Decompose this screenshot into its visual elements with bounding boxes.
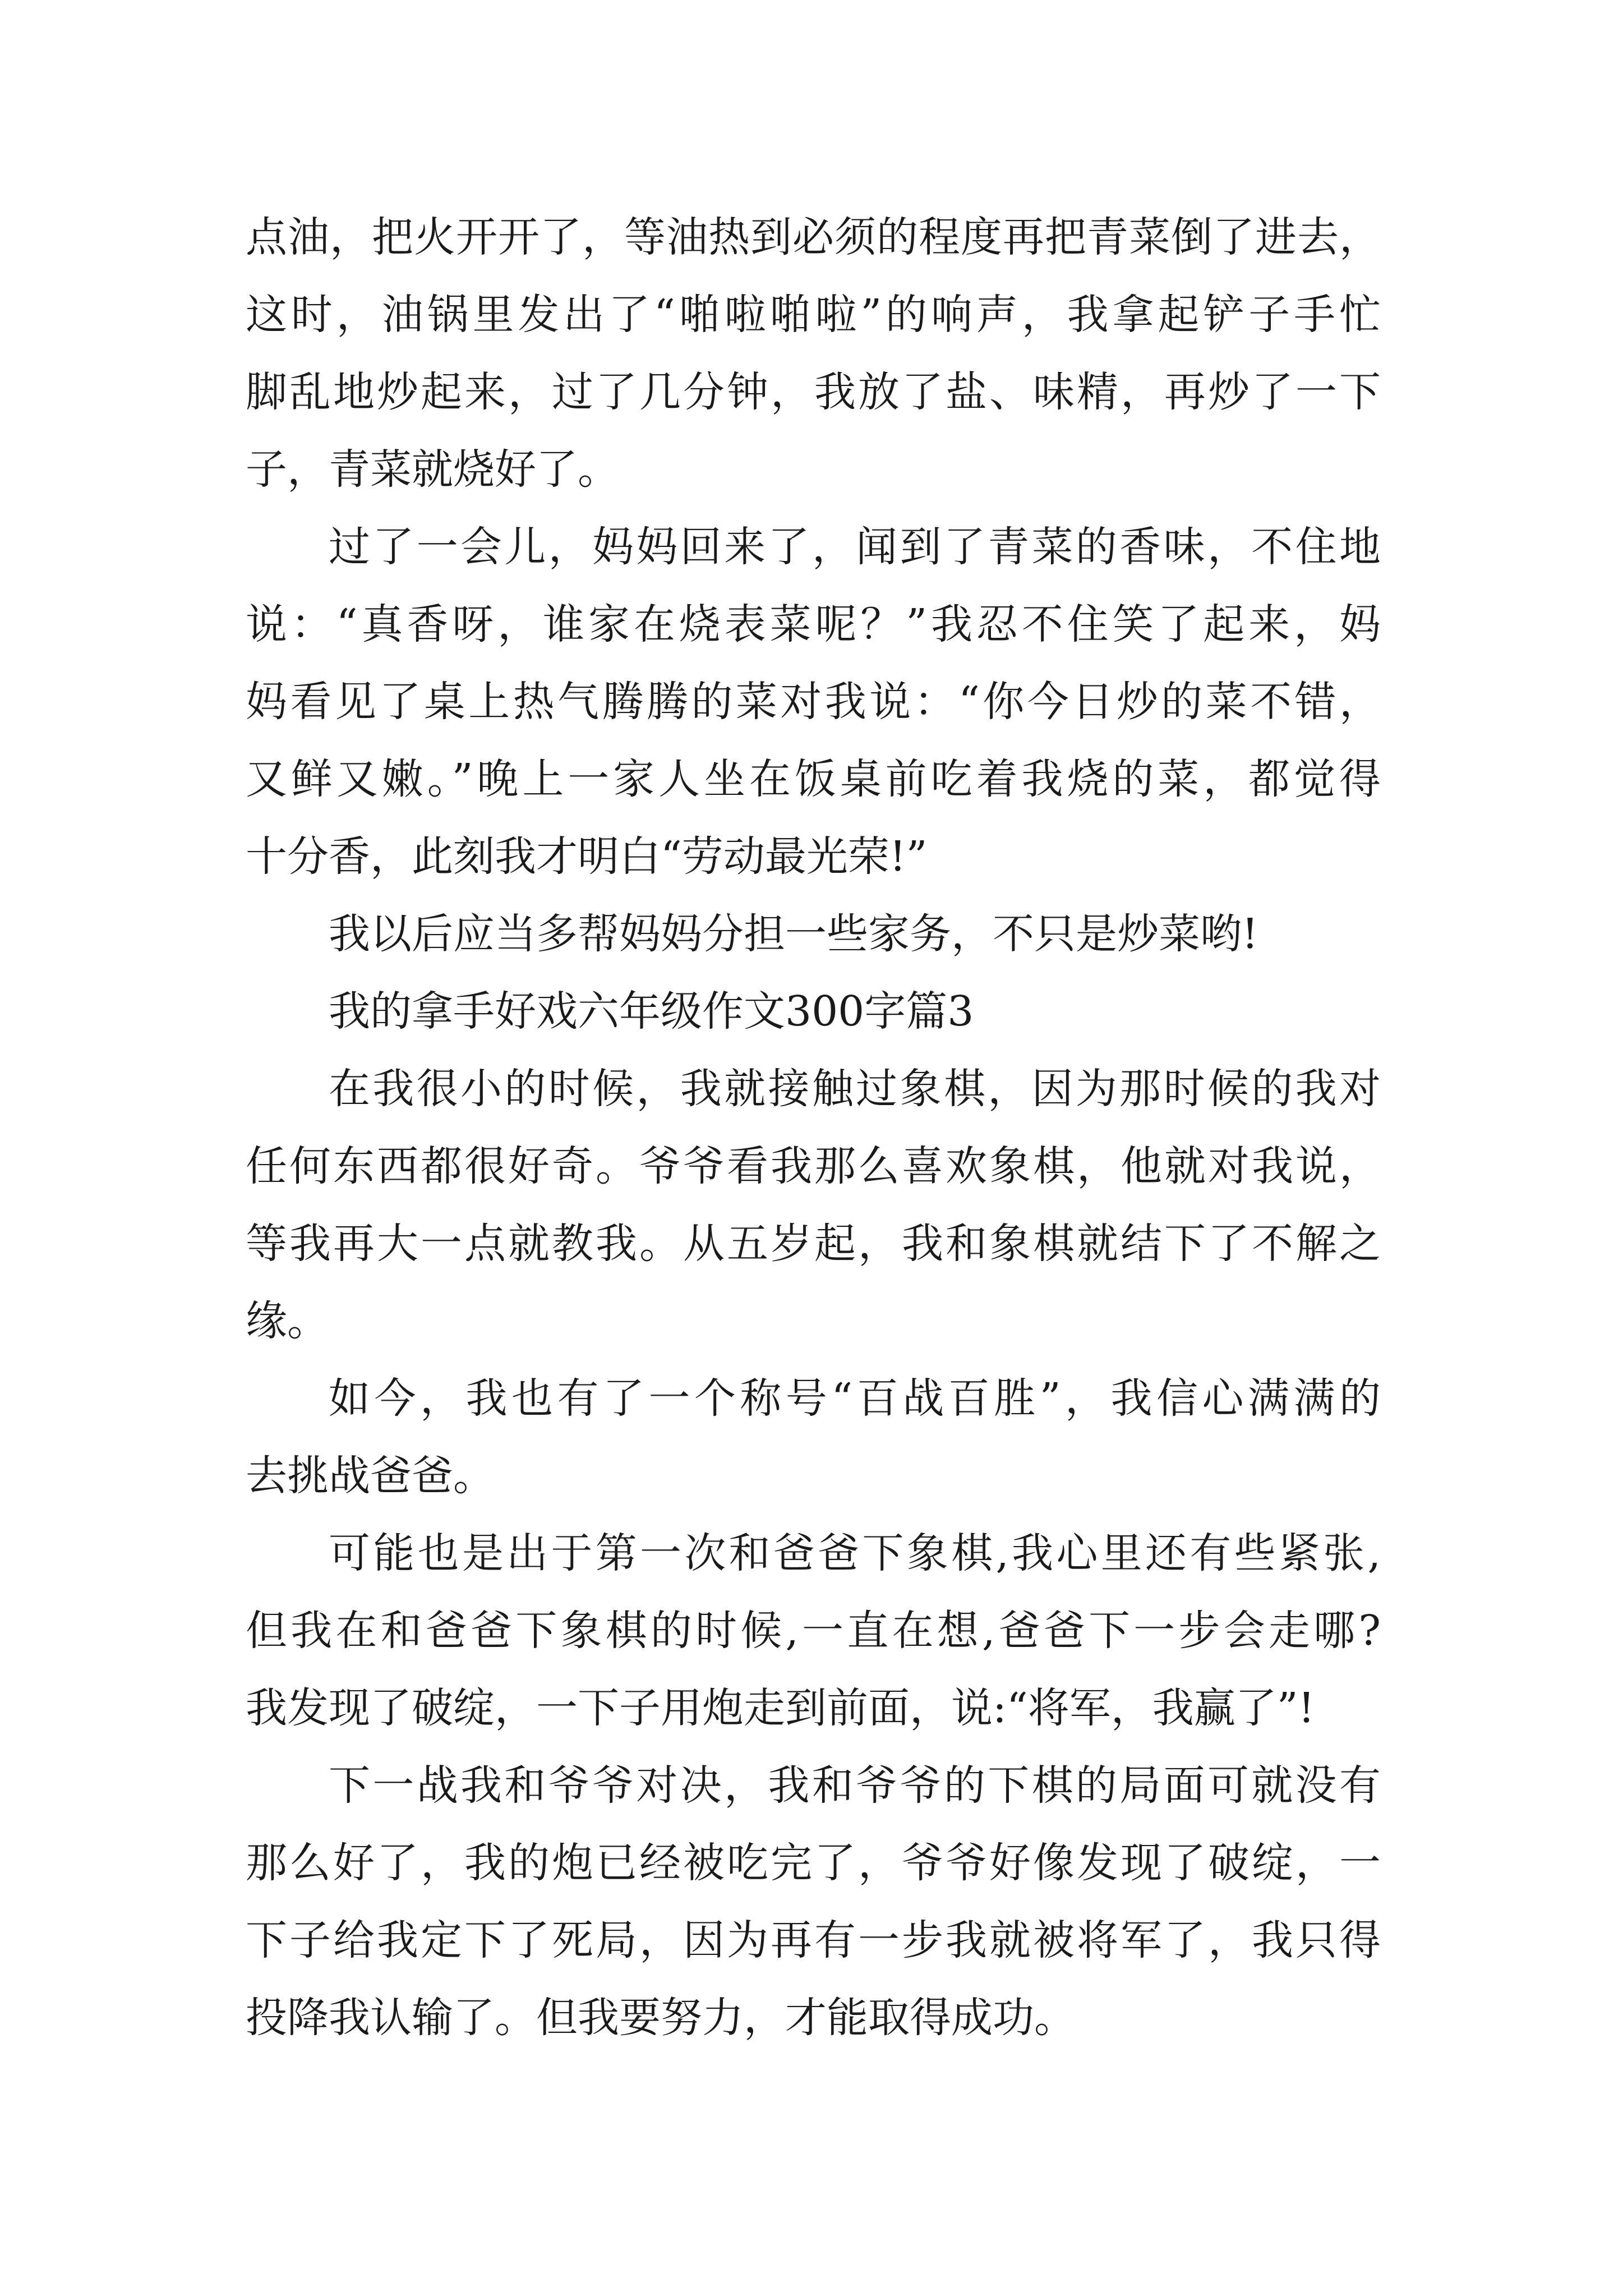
text-line: 投降我认输了。但我要努力，才能取得成功。 [246, 1994, 1076, 2042]
text-line: 任何东西都很好奇。爷爷看我那么喜欢象棋，他就对我说， [246, 1142, 1381, 1190]
paragraph [246, 199, 1381, 508]
text-line: 我发现了破绽，一下子用炮走到前面，说:“将军，我赢了”! [246, 1684, 1315, 1732]
text-line: 又鲜又嫩。”晚上一家人坐在饭桌前吃着我烧的菜，都觉得 [246, 755, 1381, 803]
text-line: 脚乱地炒起来，过了几分钟，我放了盐、味精，再炒了一下 [246, 368, 1381, 416]
paragraph [246, 508, 1381, 895]
text-line: 在我很小的时候，我就接触过象棋，因为那时候的我对 [329, 1065, 1381, 1113]
text-line: 子，青菜就烧好了。 [246, 445, 619, 494]
text-line: 说：“真香呀，谁家在烧表菜呢？”我忍不住笑了起来，妈 [246, 600, 1381, 648]
document-body [246, 199, 1381, 2056]
paragraph [246, 895, 1381, 973]
paragraph [246, 973, 1381, 1050]
text-line: 如今，我也有了一个称号“百战百胜”，我信心满满的 [329, 1374, 1381, 1423]
paragraph [246, 1515, 1381, 1747]
text-line: 可能也是出于第一次和爸爸下象棋,我心里还有些紧张, [329, 1529, 1381, 1577]
text-line: 那么好了，我的炮已经被吃完了，爷爷好像发现了破绽，一 [246, 1839, 1381, 1887]
text-line: 缘。 [246, 1297, 329, 1345]
text-line: 我的拿手好戏六年级作文300字篇3 [329, 987, 974, 1036]
text-line: 点油，把火开开了，等油热到必须的程度再把青菜倒了进去， [246, 213, 1381, 261]
text-line: 下子给我定下了死局，因为再有一步我就被将军了，我只得 [246, 1916, 1381, 1964]
text-line: 但我在和爸爸下象棋的时候,一直在想,爸爸下一步会走哪? [246, 1607, 1381, 1655]
text-line: 过了一会儿，妈妈回来了，闻到了青菜的香味，不住地 [329, 523, 1381, 571]
paragraph [246, 1050, 1381, 1360]
paragraph [246, 1360, 1381, 1515]
paragraph [246, 1747, 1381, 2056]
text-line: 十分香，此刻我才明白“劳动最光荣!” [246, 832, 928, 881]
text-line: 妈看见了桌上热气腾腾的菜对我说：“你今日炒的菜不错， [246, 678, 1381, 726]
text-line: 我以后应当多帮妈妈分担一些家务，不只是炒菜哟! [329, 910, 1258, 958]
text-line: 等我再大一点就教我。从五岁起，我和象棋就结下了不解之 [246, 1220, 1381, 1268]
text-line: 去挑战爸爸。 [246, 1452, 495, 1500]
text-line: 下一战我和爷爷对决，我和爷爷的下棋的局面可就没有 [329, 1761, 1381, 1810]
text-line: 这时，油锅里发出了“啪啦啪啦”的响声，我拿起铲子手忙 [246, 291, 1381, 339]
